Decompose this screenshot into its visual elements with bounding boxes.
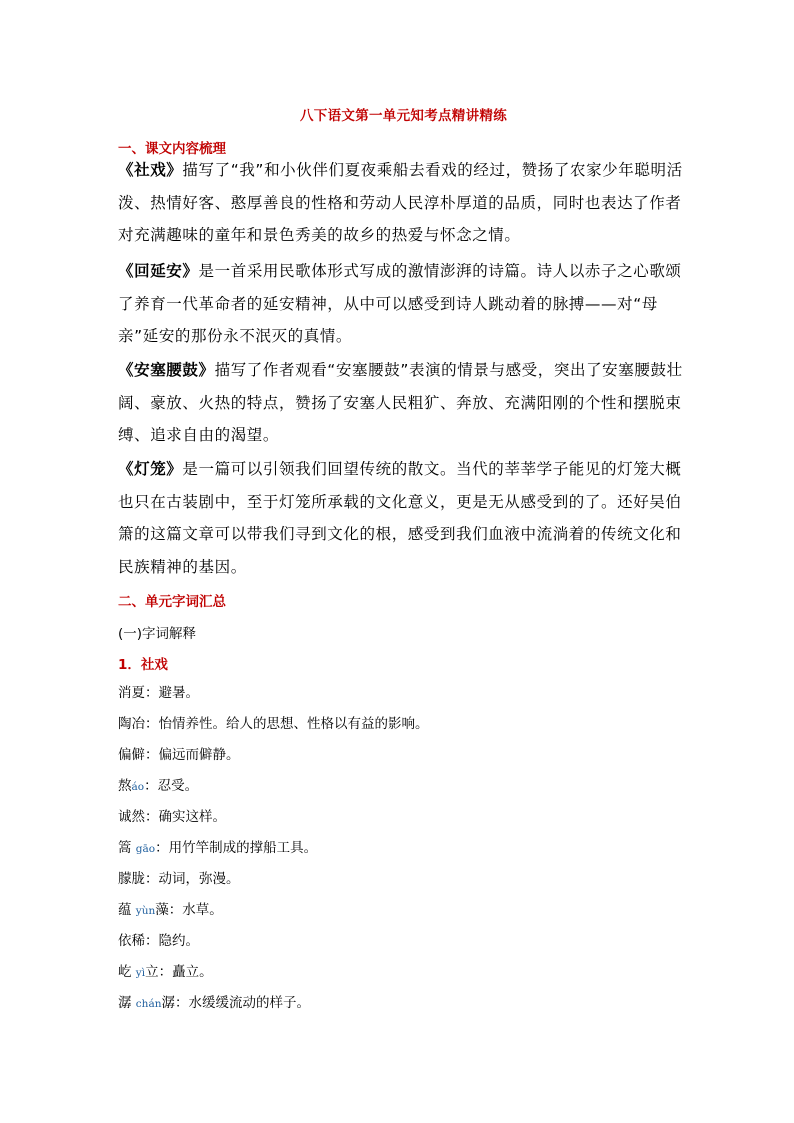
page-title: 八下语文第一单元知考点精讲精练 bbox=[300, 108, 507, 124]
vocab-entry: 朦胧：动词，弥漫。 bbox=[118, 871, 240, 887]
pinyin: gāo bbox=[135, 843, 156, 855]
vocab-entry: 消夏：避暑。 bbox=[118, 685, 199, 701]
book-title: 《社戏》 bbox=[118, 161, 183, 179]
vocab-entry: 偏僻：偏远而僻静。 bbox=[118, 747, 240, 763]
vocab-entry: 篙 gāo：用竹竿制成的撑船工具。 bbox=[118, 840, 318, 856]
vocab-entry: 诚然：确实这样。 bbox=[118, 809, 226, 825]
subsection-label: (一)字词解释 bbox=[118, 626, 197, 642]
pinyin: yùn bbox=[135, 905, 156, 917]
paragraph-text: 描写了“我”和小伙伴们夏夜乘船去看戏的经过，赞扬了农家少年聪明活泼、热情好客、憨厚善良的性格和劳动人民淳朴厚道的品质，同时也表达了作者对充满趣味的童年和景色秀美的故乡的热爱与怀念之情。 bbox=[118, 161, 683, 244]
vocab-entry: 依稀：隐约。 bbox=[118, 933, 199, 949]
paragraph-huiyanan bbox=[118, 255, 688, 353]
item-heading: 1．社戏 bbox=[118, 657, 168, 673]
pinyin: áo bbox=[131, 781, 145, 793]
book-title: 《安塞腰鼓》 bbox=[118, 361, 215, 379]
paragraph-text: 是一首采用民歌体形式写成的激情澎湃的诗篇。诗人以赤子之心歌颂了养育一代革命者的延安精神，从中可以感受到诗人跳动着的脉搏——对“母亲”延安的那份永不泯灭的真情。 bbox=[118, 262, 682, 345]
paragraph-shexi bbox=[118, 154, 688, 252]
paragraph-text: 描写了作者观看“安塞腰鼓”表演的情景与感受，突出了安塞腰鼓壮阔、豪放、火热的特点，赞扬了安塞人民粗犷、奔放、充满阳刚的个性和摆脱束缚、追求自由的渴望。 bbox=[118, 361, 683, 444]
vocab-entry: 潺 chán潺：水缓缓流动的样子。 bbox=[118, 995, 310, 1011]
section1-heading: 一、课文内容梳理 bbox=[118, 141, 226, 157]
vocab-entry: 陶冶：怡情养性。给人的思想、性格以有益的影响。 bbox=[118, 716, 429, 732]
paragraph-text: 是一篇可以引领我们回望传统的散文。当代的莘莘学子能见的灯笼大概也只在古装剧中，至于灯笼所承载的文化意义，更是无从感受到的了。还好吴伯箫的这篇文章可以带我们寻到文化的根，感受到我们血液中流淌着的传统文化和民族精神的基因。 bbox=[118, 460, 682, 576]
pinyin: chán bbox=[135, 998, 162, 1010]
paragraph-ansaiyaogu bbox=[118, 354, 688, 452]
section2-heading: 二、单元字词汇总 bbox=[118, 594, 226, 610]
pinyin: yì bbox=[135, 967, 146, 979]
paragraph-denglong bbox=[118, 453, 688, 583]
vocab-entry: 屹 yì立：矗立。 bbox=[118, 964, 213, 980]
book-title: 《灯笼》 bbox=[118, 460, 183, 478]
book-title: 《回延安》 bbox=[118, 262, 199, 280]
vocab-entry: 蕴 yùn藻：水草。 bbox=[118, 902, 223, 918]
vocab-entry: 熬áo：忍受。 bbox=[118, 778, 199, 794]
